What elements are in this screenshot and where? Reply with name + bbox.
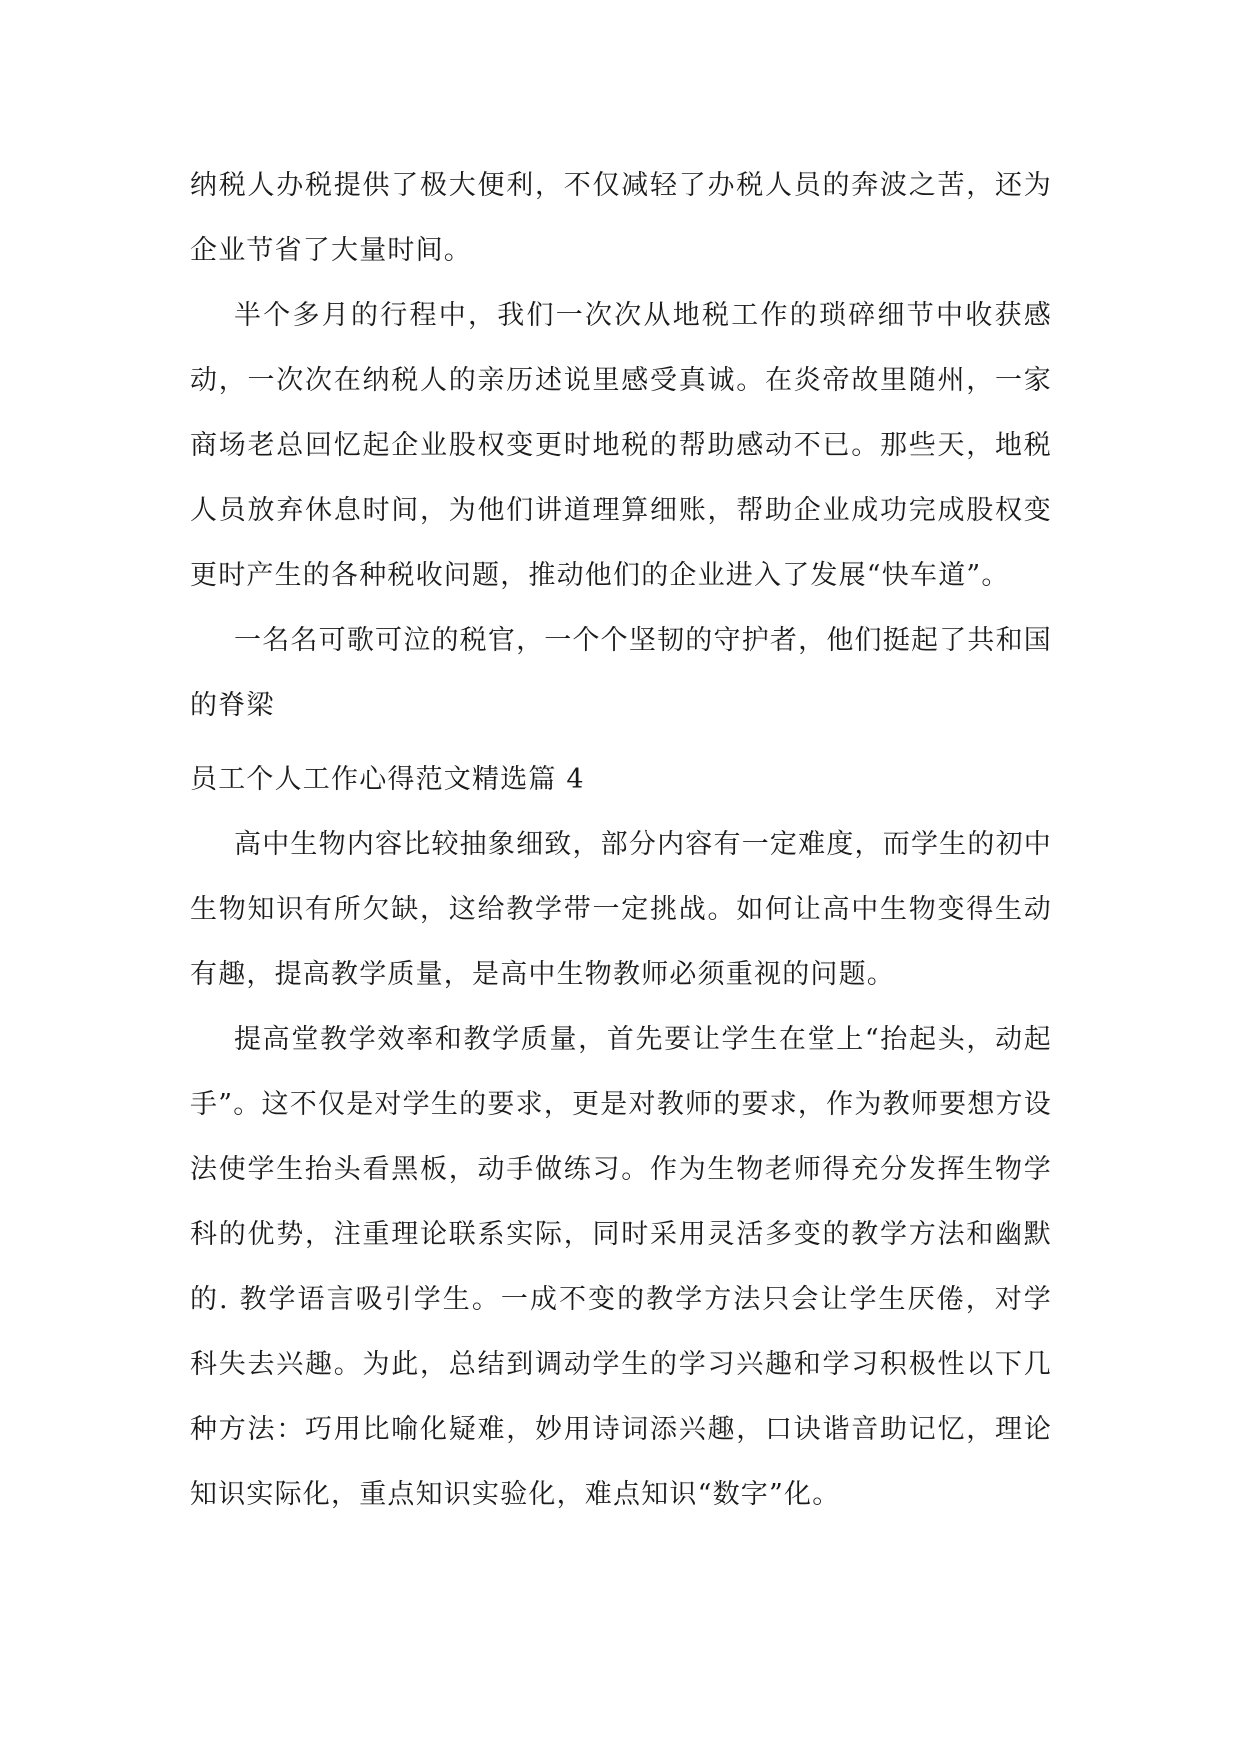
paragraph-5: 提高堂教学效率和教学质量，首先要让学生在堂上“抬起头，动起手”。这不仅是对学生的要求，更是对教师的要求，作为教师要想方设法使学生抬头看黑板，动手做练习。作为生物老师得充分发挥生物学科的优势，注重理论联系实际，同时采用灵活多变的教学方法和幽默的. 教学语言吸引学生。一成不变的教学方法只会让学生厌倦，对学科失去兴趣。为此，总结到调动学生的学习兴趣和学习积极性以下几种方法：巧用比喻化疑难，妙用诗词添兴趣，口诀谐音助记忆，理论知识实际化，重点知识实验化，难点知识“数字”化。: [190, 1024, 1052, 1510]
section-heading: 员工个人工作心得范文精选篇 4: [190, 764, 585, 795]
paragraph-3: 一名名可歌可泣的税官，一个个坚韧的守护者，他们挺起了共和国的脊梁: [190, 625, 1052, 721]
paragraph-2: 半个多月的行程中，我们一次次从地税工作的琐碎细节中收获感动，一次次在纳税人的亲历述说里感受真诚。在炎帝故里随州，一家商场老总回忆起企业股权变更时地税的帮助感动不已。那些天，地税人员放弃休息时间，为他们讲道理算细账，帮助企业成功完成股权变更时产生的各种税收问题，推动他们的企业进入了发展“快车道”。: [190, 300, 1052, 591]
paragraph-4: 高中生物内容比较抽象细致，部分内容有一定难度，而学生的初中生物知识有所欠缺，这给教学带一定挑战。如何让高中生物变得生动有趣，提高教学质量，是高中生物教师必须重视的问题。: [190, 829, 1052, 990]
paragraph-1: 纳税人办税提供了极大便利，不仅减轻了办税人员的奔波之苦，还为企业节省了大量时间。: [190, 170, 1052, 266]
section-previous-article: [190, 153, 1052, 738]
section-article-4: [190, 747, 1052, 1527]
